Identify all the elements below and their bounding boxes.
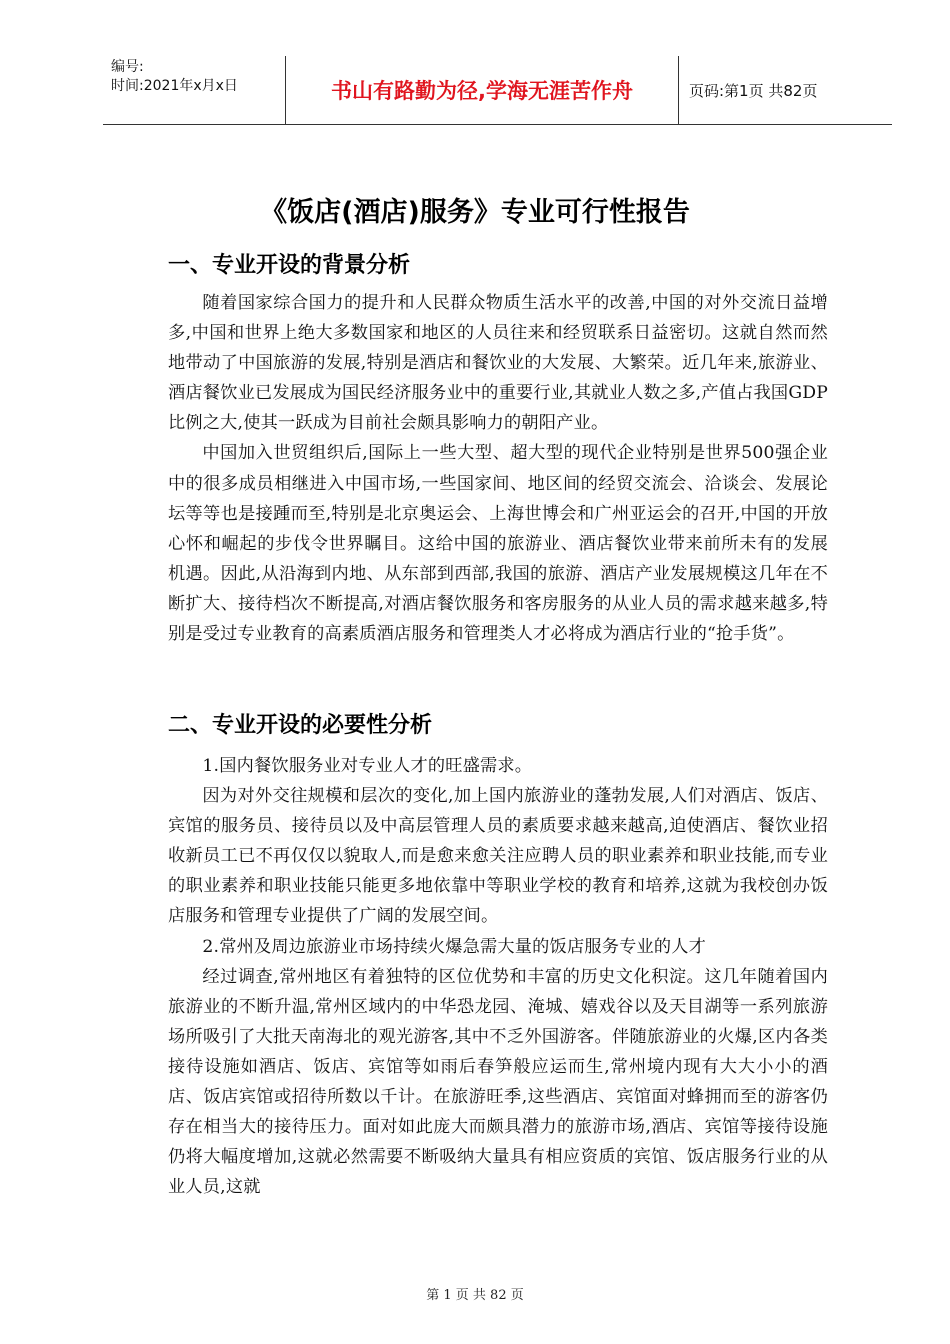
document-title: 《饭店(酒店)服务》专业可行性报告 bbox=[260, 197, 690, 228]
paragraph: 中国加入世贸组织后,国际上一些大型、超大型的现代企业特别是世界500强企业中的很多成员相继进入中国市场,一些国家间、地区间的经贸交流会、洽谈会、发展论坛等等也是接踵而至,特别是北京奥运会、上海世博会和广州亚运会的召开,中国的开放心怀和崛起的步伐令世界瞩目。这给中国的旅游业、酒店餐饮业带来前所未有的发展机遇。因此,从沿海到内地、从东部到西部,我国的旅游、酒店产业发展规模这几年在不断扩大、接待档次不断提高,对酒店餐饮服务和客房服务的从业人员的需求越来越多,特别是受过专业教育的高素质酒店服务和管理类人才必将成为酒店行业的“抢手货”。 bbox=[168, 443, 828, 645]
header-page-info: 页码:第1页 共82页 bbox=[689, 82, 818, 100]
section-heading-background: 一、专业开设的背景分析 bbox=[168, 253, 411, 278]
section-body-necessity bbox=[168, 751, 828, 1202]
header-motto: 书山有路勤为径,学海无涯苦作舟 bbox=[331, 79, 633, 103]
paragraph: 因为对外交往规模和层次的变化,加上国内旅游业的蓬勃发展,人们对酒店、饭店、宾馆的服务员、接待员以及中高层管理人员的素质要求越来越高,迫使酒店、餐饮业招收新员工已不再仅仅以貌取人,而是愈来愈关注应聘人员的职业素养和职业技能,而专业的职业素养和职业技能只能更多地依靠中等职业学校的教育和培养,这就为我校创办饭店服务和管理专业提供了广阔的发展空间。 bbox=[168, 786, 828, 927]
section-body-background bbox=[168, 288, 828, 649]
paragraph: 经过调查,常州地区有着独特的区位优势和丰富的历史文化积淀。这几年随着国内旅游业的不断升温,常州区域内的中华恐龙园、淹城、嬉戏谷以及天目湖等一系列旅游场所吸引了大批天南海北的观光游客,其中不乏外国游客。伴随旅游业的火爆,区内各类接待设施如酒店、饭店、宾馆等如雨后春笋般应运而生,常州境内现有大大小小的酒店、饭店宾馆或招待所数以千计。在旅游旺季,这些酒店、宾馆面对蜂拥而至的游客仍存在相当大的接待压力。面对如此庞大而颇具潜力的旅游市场,酒店、宾馆等接待设施仍将大幅度增加,这就必然需要不断吸纳大量具有相应资质的宾馆、饭店服务行业的从业人员,这就 bbox=[168, 966, 828, 1198]
header-divider bbox=[678, 56, 679, 124]
date-label: 时间:2021年x月x日 bbox=[111, 78, 238, 94]
section-heading-necessity: 二、专业开设的必要性分析 bbox=[168, 713, 433, 738]
paragraph: 1.国内餐饮服务业对专业人才的旺盛需求。 bbox=[202, 756, 533, 776]
number-label: 编号: bbox=[111, 59, 144, 75]
page-footer: 第 1 页 共 82 页 bbox=[426, 1288, 524, 1303]
paragraph: 随着国家综合国力的提升和人民群众物质生活水平的改善,中国的对外交流日益增多,中国和世界上绝大多数国家和地区的人员往来和经贸联系日益密切。这就自然而然地带动了中国旅游的发展,特别是酒店和餐饮业的大发展、大繁荣。近几年来,旅游业、酒店餐饮业已发展成为国民经济服务业中的重要行业,其就业人数之多,产值占我国GDP比例之大,使其一跃成为目前社会颇具影响力的朝阳产业。 bbox=[168, 293, 828, 434]
header-meta bbox=[111, 58, 281, 96]
paragraph: 2.常州及周边旅游业市场持续火爆急需大量的饭店服务专业的人才 bbox=[202, 936, 707, 957]
page-header bbox=[103, 56, 892, 125]
